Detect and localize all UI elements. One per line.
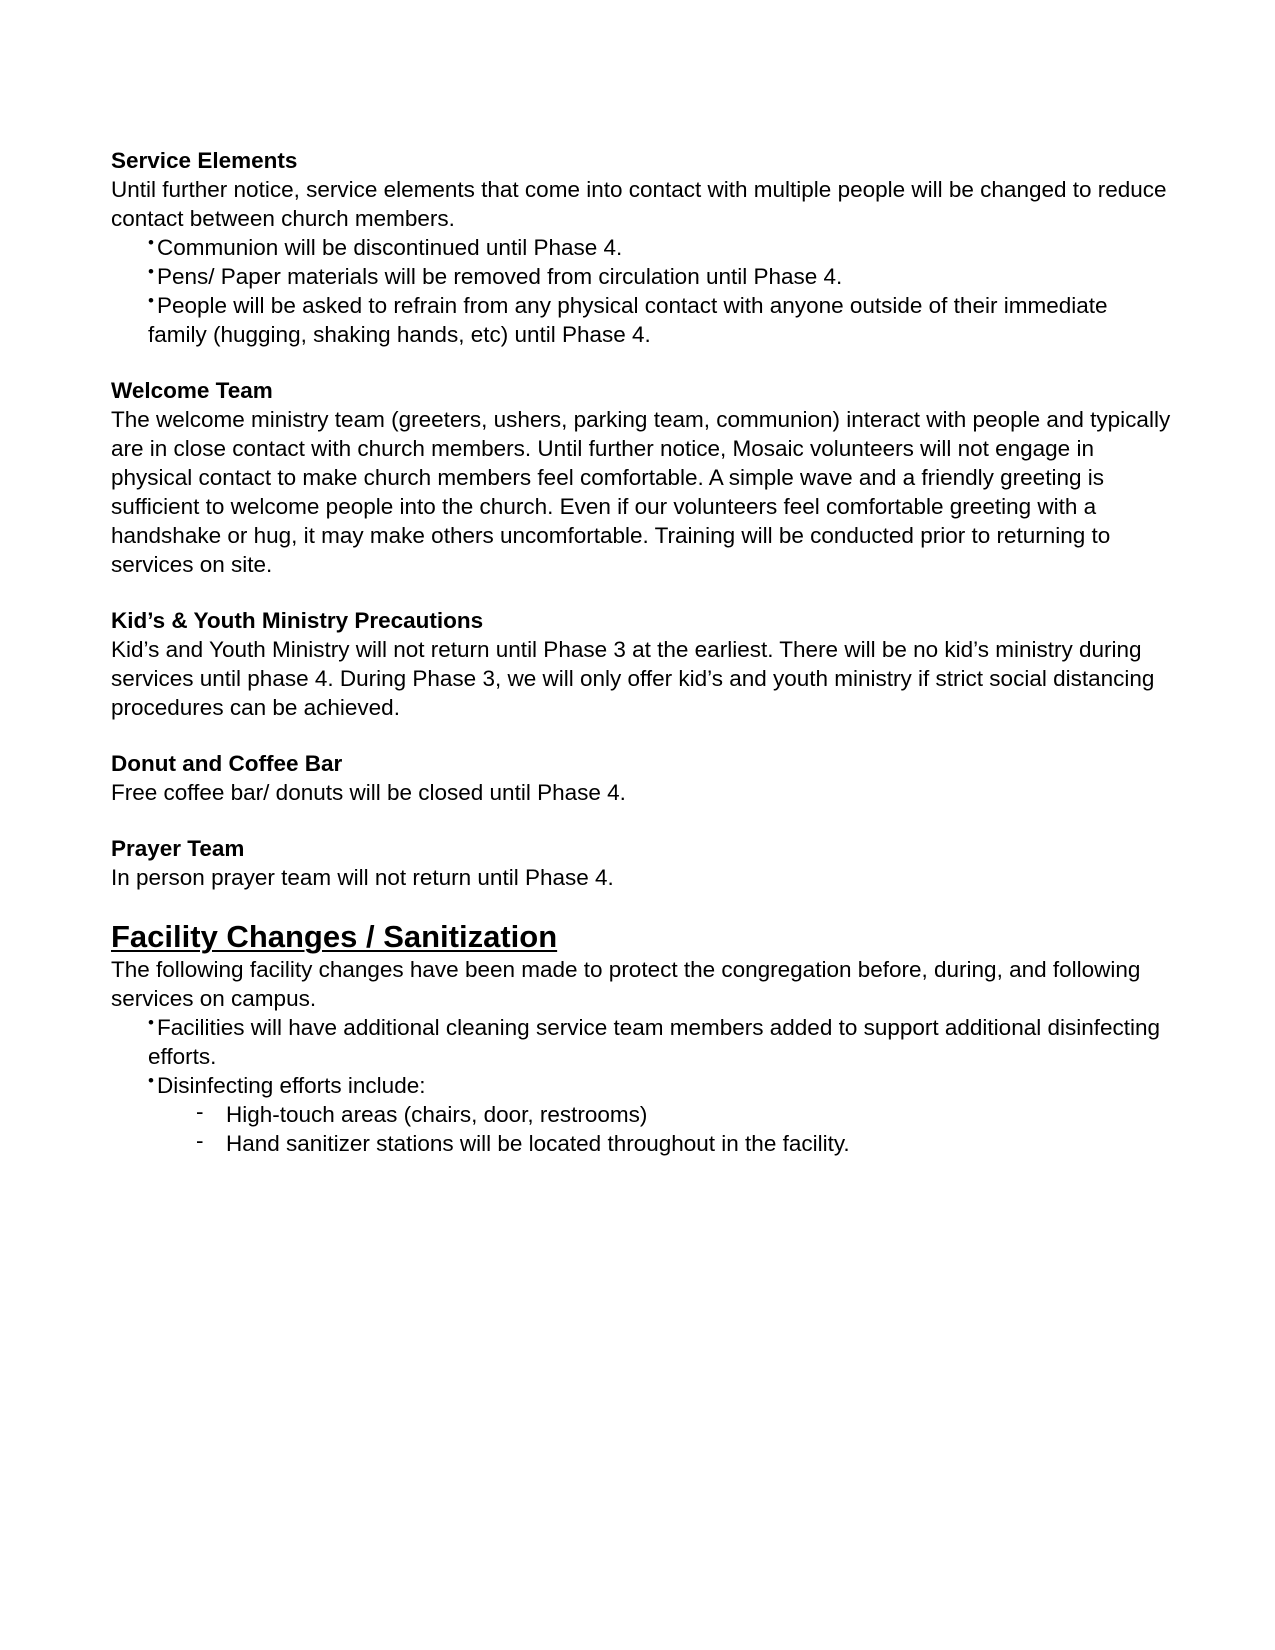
section-heading: Donut and Coffee Bar bbox=[111, 751, 343, 776]
bullet-icon: • bbox=[148, 291, 154, 310]
sub-list-item bbox=[111, 1129, 1171, 1158]
section-paragraph: The welcome ministry team (greeters, ushers, parking team, communion) interact with people and typically are in close contact with church members. Until further notice, Mosaic volunteers will not engage in physical contact to make church members feel comfortable. A simple wave and a friendly greeting is sufficient to welcome people into the church. Even if our volunteers feel comfortable greeting with a handshake or hug, it may make others uncomfortable. Training will be conducted prior to returning to services on site. bbox=[111, 407, 1171, 577]
bullet-icon: • bbox=[148, 1071, 154, 1090]
list-item bbox=[111, 1071, 1171, 1100]
major-heading: Facility Changes / Sanitization bbox=[111, 919, 558, 954]
section-heading: Service Elements bbox=[111, 148, 298, 173]
section-paragraph: Until further notice, service elements that come into contact with multiple people will be changed to reduce contact between church members. bbox=[111, 177, 1167, 231]
section-heading: Prayer Team bbox=[111, 836, 245, 861]
bullet-icon: • bbox=[148, 1013, 154, 1032]
list-item bbox=[111, 1013, 1171, 1071]
bullet-icon: • bbox=[148, 262, 154, 281]
section-heading: Kid’s & Youth Ministry Precautions bbox=[111, 608, 484, 633]
bullet-list bbox=[111, 233, 1171, 349]
list-item bbox=[111, 262, 1171, 291]
facility-section bbox=[111, 919, 1171, 1158]
sub-list-item-text: Hand sanitizer stations will be located throughout in the facility. bbox=[226, 1131, 850, 1156]
section-paragraph: In person prayer team will not return until Phase 4. bbox=[111, 865, 614, 890]
prayer-team-section bbox=[111, 834, 1171, 892]
kids-youth-section bbox=[111, 606, 1171, 722]
donut-coffee-section bbox=[111, 749, 1171, 807]
list-item-text: People will be asked to refrain from any physical contact with anyone outside of their immediate family (hugging, shaking hands, etc) until Phase 4. bbox=[148, 293, 1108, 347]
bullet-list bbox=[111, 1013, 1171, 1100]
list-item-text: Facilities will have additional cleaning service team members added to support additional disinfecting efforts. bbox=[148, 1015, 1161, 1069]
list-item bbox=[111, 233, 1171, 262]
bullet-icon: • bbox=[148, 233, 154, 252]
sub-list-item bbox=[111, 1100, 1171, 1129]
dash-icon: - bbox=[196, 1099, 204, 1124]
list-item-text: Communion will be discontinued until Phase 4. bbox=[157, 235, 623, 260]
section-paragraph: Free coffee bar/ donuts will be closed until Phase 4. bbox=[111, 780, 626, 805]
section-heading: Welcome Team bbox=[111, 378, 273, 403]
list-item bbox=[111, 291, 1171, 349]
sub-bullet-list bbox=[111, 1100, 1171, 1158]
welcome-team-section bbox=[111, 376, 1171, 579]
section-paragraph: The following facility changes have been made to protect the congregation before, during, and following services on campus. bbox=[111, 957, 1141, 1011]
list-item-text: Pens/ Paper materials will be removed from circulation until Phase 4. bbox=[157, 264, 843, 289]
list-item-text: Disinfecting efforts include: bbox=[157, 1073, 426, 1098]
document-page bbox=[111, 146, 1171, 1185]
dash-icon: - bbox=[196, 1128, 204, 1153]
sub-list-item-text: High-touch areas (chairs, door, restrooms) bbox=[226, 1102, 648, 1127]
section-paragraph: Kid’s and Youth Ministry will not return until Phase 3 at the earliest. There will be no kid’s ministry during services until phase 4. During Phase 3, we will only offer kid’s and youth ministry if strict social distancing procedures can be achieved. bbox=[111, 637, 1155, 720]
service-elements-section bbox=[111, 146, 1171, 349]
